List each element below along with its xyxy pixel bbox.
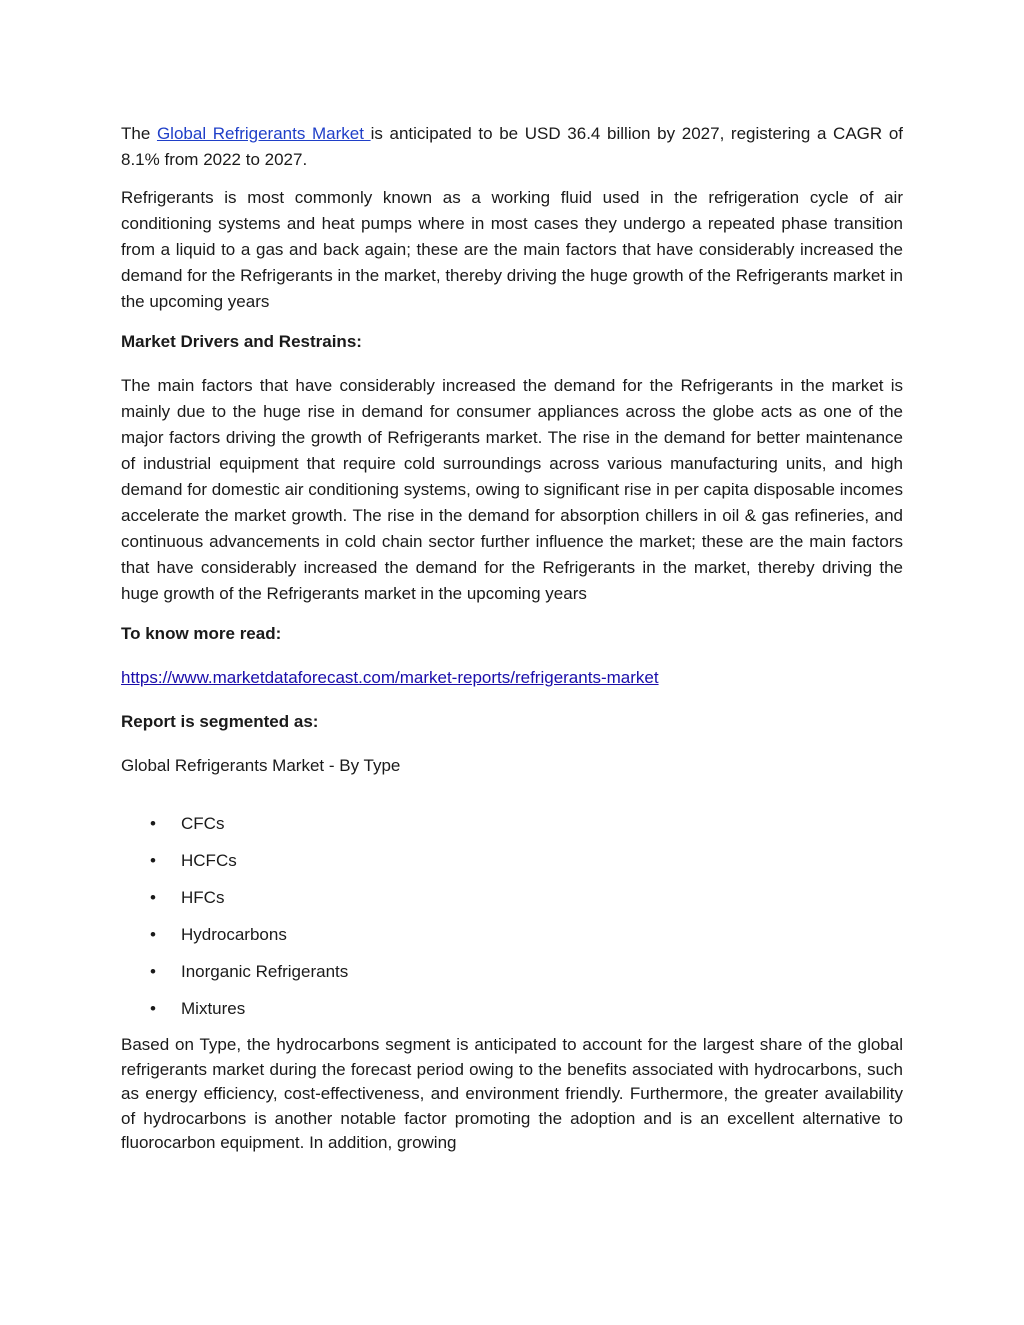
bullet-icon: • [150, 851, 156, 870]
segment-label: Mixtures [181, 999, 246, 1018]
list-item [121, 811, 903, 837]
list-item [121, 996, 903, 1022]
report-segmented-heading: Report is segmented as: [121, 712, 319, 731]
segment-label: HFCs [181, 888, 225, 907]
list-item [121, 848, 903, 874]
segment-label: CFCs [181, 814, 225, 833]
list-item [121, 885, 903, 911]
refrigerants-definition-paragraph: Refrigerants is most commonly known as a working fluid used in the refrigeration cycle of air conditioning systems and heat pumps where in most cases they undergo a repeated phase transition from a liquid to a gas and back again; these are the main factors that have considerably increased the demand for the Refrigerants in the market, thereby driving the huge growth of the Refrigerants market in the upcoming years [121, 188, 903, 311]
segment-label: Inorganic Refrigerants [181, 962, 349, 981]
bullet-icon: • [150, 888, 156, 907]
report-url-link[interactable]: https://www.marketdataforecast.com/market-reports/refrigerants-market [121, 668, 659, 687]
document-page [121, 121, 903, 1156]
bullet-icon: • [150, 962, 156, 981]
intro-prefix: The [121, 124, 157, 143]
bullet-icon: • [150, 999, 156, 1018]
segment-label: HCFCs [181, 851, 237, 870]
read-more-link-line [121, 665, 903, 691]
bullet-icon: • [150, 814, 156, 833]
segment-list [121, 811, 903, 1022]
global-refrigerants-market-link[interactable]: Global Refrigerants Market [156, 124, 371, 143]
read-more-heading: To know more read: [121, 624, 282, 643]
intro-suffix: is anticipated to be USD 36.4 billion by 2027, registering a CAGR of 8.1% from 2022 to 2027. [121, 124, 903, 169]
segment-label: Hydrocarbons [181, 925, 287, 944]
by-type-analysis-paragraph: Based on Type, the hydrocarbons segment is anticipated to account for the largest share of the global refrigerants market during the forecast period owing to the benefits associated with hydrocarbons, such as energy efficiency, cost-effectiveness, and environment friendly. Furthermore, the greater availability of hydrocarbons is another notable factor promoting the adoption and is an excellent alternative to fluorocarbon equipment. In addition, growing [121, 1035, 903, 1152]
market-drivers-heading: Market Drivers and Restrains: [121, 332, 362, 351]
market-drivers-paragraph: The main factors that have considerably increased the demand for the Refrigerants in the market is mainly due to the huge rise in demand for consumer appliances across the globe acts as one of the major factors driving the growth of Refrigerants market. The rise in the demand for better maintenance of industrial equipment that require cold surroundings across various manufacturing units, and high demand for domestic air conditioning systems, owing to significant rise in per capita disposable incomes accelerate the market growth. The rise in the demand for absorption chillers in oil & gas refineries, and continuous advancements in cold chain sector further influence the market; these are the main factors that have considerably increased the demand for the Refrigerants in the market, thereby driving the huge growth of the Refrigerants market in the upcoming years [121, 376, 903, 603]
segment-title: Global Refrigerants Market - By Type [121, 756, 401, 775]
list-item [121, 922, 903, 948]
list-item [121, 959, 903, 985]
intro-paragraph [121, 121, 903, 173]
bullet-icon: • [150, 925, 156, 944]
